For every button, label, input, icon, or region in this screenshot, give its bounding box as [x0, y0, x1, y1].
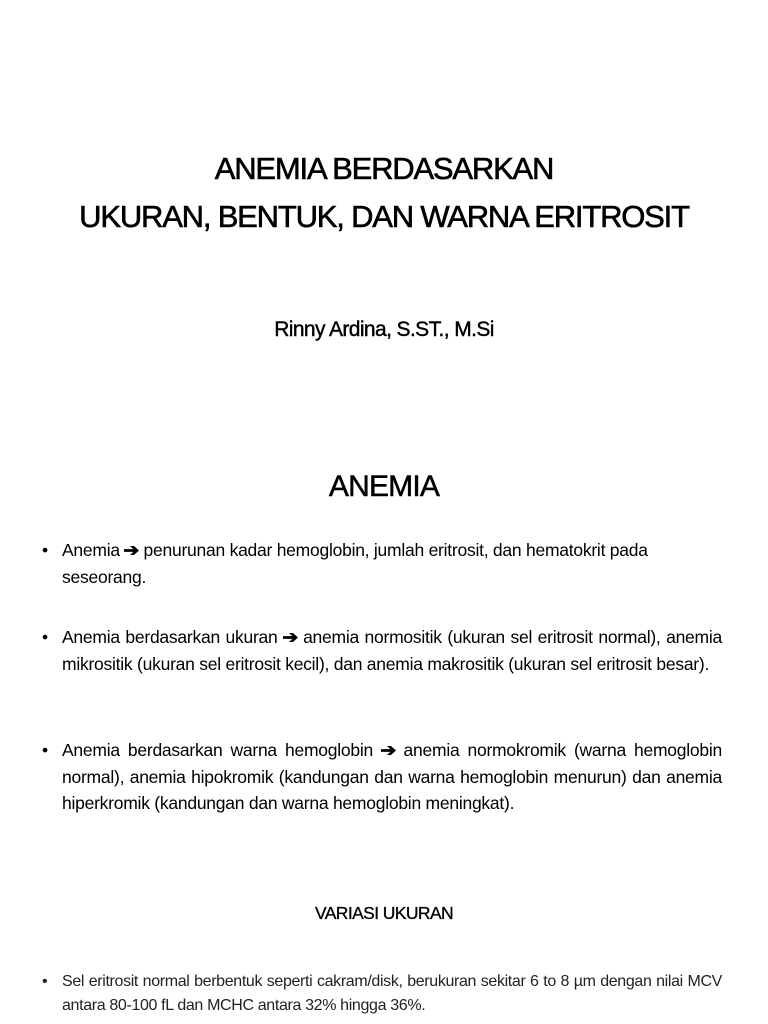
bullet-text: [62, 537, 722, 590]
bullet-marker: •: [42, 627, 48, 647]
bullet-text: [62, 737, 722, 817]
bullet-text: Sel eritrosit normal berbentuk seperti cakram/disk, berukuran sekitar 6 to 8 µm dengan nilai MCV antara 80-100 fL dan MCHC antara 32% hingga 36%.: [62, 973, 722, 1014]
title-line-1: ANEMIA BERDASARKAN: [214, 151, 554, 186]
right-arrow-icon: ➔: [380, 740, 397, 760]
bullet-rest: anemia normositik (ukuran sel eritrosit normal), anemia mikrositik (ukuran sel eritrosit kecil), dan anemia makrositik (ukuran sel eritrosit besar).: [62, 627, 722, 674]
bullet-rest: penurunan kadar hemoglobin, jumlah eritrosit, dan hematokrit pada seseorang.: [62, 540, 648, 587]
bullet-item-size: [42, 624, 722, 677]
bullet-text: [62, 624, 722, 677]
bullet-marker: •: [42, 540, 48, 560]
bullet-rest: anemia normokromik (warna hemoglobin normal), anemia hipokromik (kandungan dan warna hemoglobin menurun) dan anemia hiperkromik (kandungan dan warna hemoglobin meningkat).: [62, 740, 722, 813]
bullet-marker: •: [42, 973, 48, 990]
section-heading-variasi-ukuran: VARIASI UKURAN: [314, 903, 454, 923]
bullet-item-color: [42, 737, 722, 817]
bullet-lead: Anemia berdasarkan warna hemoglobin: [62, 740, 373, 760]
section-heading-anemia: ANEMIA: [328, 470, 440, 503]
bullet-lead: Anemia berdasarkan ukuran: [62, 627, 278, 647]
bullet-item-normal-cell: [42, 970, 722, 1018]
right-arrow-icon: ➔: [123, 540, 140, 560]
right-arrow-icon: ➔: [282, 627, 299, 647]
slide-title: [0, 145, 768, 241]
author-name: Rinny Ardina, S.ST., M.Si: [274, 318, 494, 341]
bullet-item-definition: [42, 537, 722, 590]
title-line-2: UKURAN, BENTUK, DAN WARNA ERITROSIT: [79, 199, 689, 234]
bullet-marker: •: [42, 740, 48, 760]
bullet-lead: Anemia: [62, 540, 120, 560]
